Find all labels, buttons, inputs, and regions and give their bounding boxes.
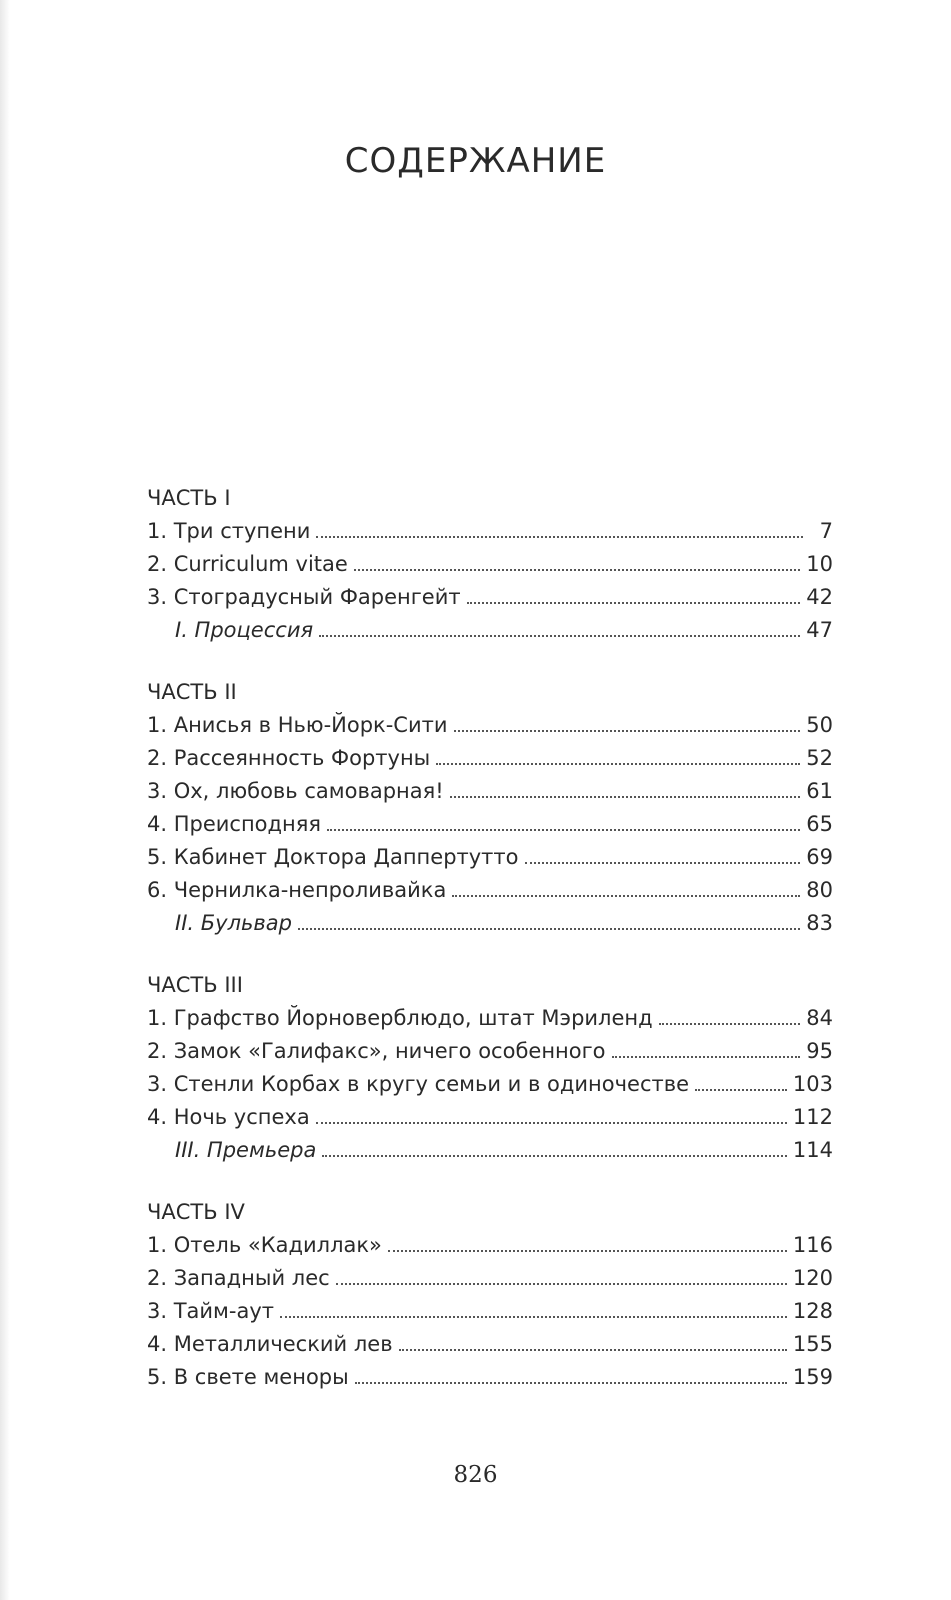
dot-leader bbox=[327, 828, 800, 831]
page-edge-shadow bbox=[0, 0, 10, 1600]
entry-title: 4. Ночь успеха bbox=[147, 1105, 310, 1129]
entry-page-number: 61 bbox=[806, 779, 833, 803]
entry-page-number: 69 bbox=[806, 845, 833, 869]
entry-title: 2. Замок «Галифакс», ничего особенного bbox=[147, 1039, 606, 1063]
dot-leader bbox=[316, 1121, 787, 1124]
toc-chapter-entry bbox=[147, 1002, 833, 1035]
toc-chapter-entry bbox=[147, 808, 833, 841]
entry-page-number: 52 bbox=[806, 746, 833, 770]
entry-page-number: 103 bbox=[792, 1072, 833, 1096]
dot-leader bbox=[436, 762, 800, 765]
toc-part bbox=[147, 482, 833, 647]
entry-page-number: 42 bbox=[806, 585, 833, 609]
dot-leader bbox=[695, 1088, 787, 1091]
toc-chapter-entry bbox=[147, 742, 833, 775]
dot-leader bbox=[399, 1348, 787, 1351]
dot-leader bbox=[319, 634, 800, 637]
entry-title: 2. Рассеянность Фортуны bbox=[147, 746, 431, 770]
entry-page-number: 116 bbox=[792, 1233, 833, 1257]
toc-interlude-entry bbox=[147, 1134, 833, 1167]
toc-chapter-entry bbox=[147, 515, 833, 548]
toc-chapter-entry bbox=[147, 841, 833, 874]
entry-page-number: 47 bbox=[806, 618, 833, 642]
toc-chapter-entry bbox=[147, 1295, 833, 1328]
entry-title: 4. Металлический лев bbox=[147, 1332, 393, 1356]
entry-page-number: 84 bbox=[806, 1006, 833, 1030]
entry-title: 3. Стоградусный Фаренгейт bbox=[147, 585, 461, 609]
toc-part bbox=[147, 676, 833, 940]
entry-title: 6. Чернилка-непроливайка bbox=[147, 878, 447, 902]
entry-page-number: 95 bbox=[806, 1039, 833, 1063]
entry-page-number: 155 bbox=[792, 1332, 833, 1356]
entry-title: 3. Стенли Корбах в кругу семьи и в одиночестве bbox=[147, 1072, 690, 1096]
entry-title: 3. Тайм-аут bbox=[147, 1299, 275, 1323]
dot-leader bbox=[612, 1055, 801, 1058]
entry-title: 2. Западный лес bbox=[147, 1266, 330, 1290]
entry-title: 5. Кабинет Доктора Даппертутто bbox=[147, 845, 519, 869]
entry-page-number: 80 bbox=[806, 878, 833, 902]
entry-title: 4. Преисподняя bbox=[147, 812, 322, 836]
dot-leader bbox=[316, 535, 803, 538]
toc-chapter-entry bbox=[147, 1229, 833, 1262]
toc-chapter-entry bbox=[147, 1101, 833, 1134]
dot-leader bbox=[659, 1022, 801, 1025]
part-heading: ЧАСТЬ III bbox=[147, 973, 243, 997]
dot-leader bbox=[388, 1249, 787, 1252]
toc-chapter-entry bbox=[147, 1035, 833, 1068]
entry-title: 1. Три ступени bbox=[147, 519, 311, 543]
dot-leader bbox=[450, 795, 801, 798]
dot-leader bbox=[336, 1282, 787, 1285]
dot-leader bbox=[354, 568, 800, 571]
page-number: 826 bbox=[453, 1462, 498, 1488]
entry-page-number: 112 bbox=[792, 1105, 833, 1129]
dot-leader bbox=[467, 601, 801, 604]
part-heading: ЧАСТЬ IV bbox=[147, 1200, 245, 1224]
toc-chapter-entry bbox=[147, 775, 833, 808]
entry-page-number: 50 bbox=[806, 713, 833, 737]
entry-title: 5. В свете меноры bbox=[147, 1365, 349, 1389]
page-title: СОДЕРЖАНИЕ bbox=[344, 140, 607, 181]
toc-chapter-entry bbox=[147, 1328, 833, 1361]
entry-title: II. Бульвар bbox=[175, 911, 292, 935]
dot-leader bbox=[452, 894, 800, 897]
toc-chapter-entry bbox=[147, 1361, 833, 1394]
entry-page-number: 7 bbox=[819, 519, 833, 543]
toc-part bbox=[147, 1196, 833, 1394]
dot-leader bbox=[355, 1381, 787, 1384]
table-of-contents bbox=[147, 482, 833, 1394]
entry-title: 3. Ох, любовь самоварная! bbox=[147, 779, 444, 803]
entry-page-number: 159 bbox=[792, 1365, 833, 1389]
dot-leader bbox=[280, 1315, 787, 1318]
entry-page-number: 120 bbox=[792, 1266, 833, 1290]
entry-title: III. Премьера bbox=[175, 1138, 317, 1162]
entry-page-number: 10 bbox=[806, 552, 833, 576]
entry-page-number: 114 bbox=[792, 1138, 833, 1162]
entry-page-number: 65 bbox=[806, 812, 833, 836]
toc-chapter-entry bbox=[147, 548, 833, 581]
toc-chapter-entry bbox=[147, 1068, 833, 1101]
toc-chapter-entry bbox=[147, 1262, 833, 1295]
entry-page-number: 83 bbox=[806, 911, 833, 935]
dot-leader bbox=[298, 927, 800, 930]
toc-part bbox=[147, 969, 833, 1167]
entry-title: 1. Графство Йорноверблюдо, штат Мэриленд bbox=[147, 1006, 653, 1030]
dot-leader bbox=[525, 861, 801, 864]
toc-interlude-entry bbox=[147, 614, 833, 647]
entry-title: 1. Анисья в Нью-Йорк-Сити bbox=[147, 713, 448, 737]
dot-leader bbox=[322, 1154, 787, 1157]
dot-leader bbox=[454, 729, 801, 732]
part-heading: ЧАСТЬ I bbox=[147, 486, 231, 510]
entry-title: 1. Отель «Кадиллак» bbox=[147, 1233, 382, 1257]
entry-title: I. Процессия bbox=[175, 618, 314, 642]
toc-chapter-entry bbox=[147, 874, 833, 907]
entry-title: 2. Curriculum vitae bbox=[147, 552, 348, 576]
toc-interlude-entry bbox=[147, 907, 833, 940]
toc-chapter-entry bbox=[147, 709, 833, 742]
entry-page-number: 128 bbox=[792, 1299, 833, 1323]
toc-chapter-entry bbox=[147, 581, 833, 614]
part-heading: ЧАСТЬ II bbox=[147, 680, 237, 704]
